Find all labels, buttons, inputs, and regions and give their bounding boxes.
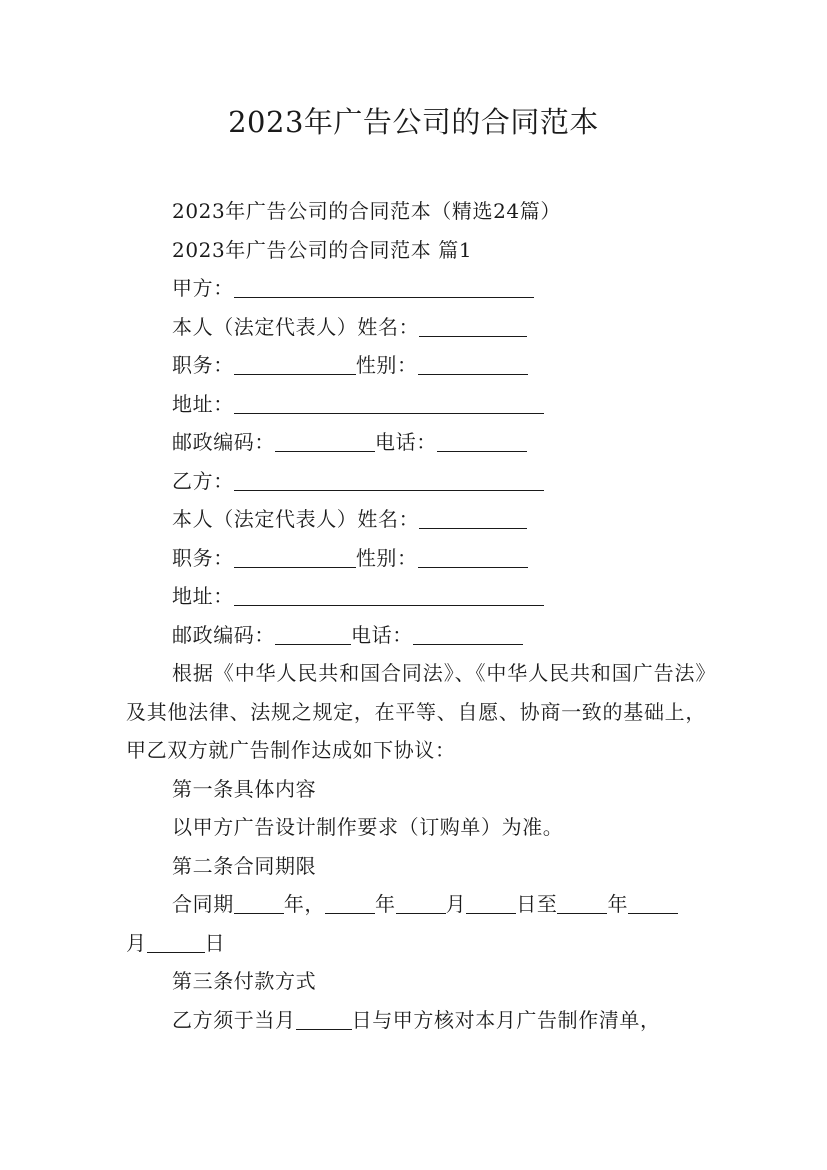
party-a-rep-blank: [419, 314, 527, 337]
party-a-address-line: [126, 385, 706, 424]
party-a-postcode-label: 邮政编码：: [172, 430, 275, 454]
party-b-position-label: 职务：: [172, 545, 234, 570]
payment-text-start: 乙方须于当月: [172, 1007, 296, 1032]
party-b-label: 乙方：: [172, 468, 234, 493]
party-b-gender-label: 性别：: [355, 545, 418, 570]
article3-heading: 第三条付款方式: [172, 969, 317, 993]
party-a-label: 甲方：: [172, 276, 234, 300]
start-year-blank: [325, 891, 375, 914]
party-a-address-blank: [234, 391, 544, 414]
party-b-position-blank: [234, 545, 356, 568]
party-a-blank: [234, 275, 534, 298]
party-a-gender-blank: [418, 352, 528, 375]
party-b-gender-blank: [418, 545, 528, 568]
party-b-postcode-label: 邮政编码：: [172, 622, 275, 647]
party-a-postcode-blank: [275, 429, 375, 452]
party-b-blank: [234, 468, 544, 491]
start-year-prefix-blank: [234, 891, 284, 914]
party-b-phone-label: 电话：: [351, 622, 413, 647]
party-a-address-label: 地址：: [172, 391, 234, 416]
party-b-phone-blank: [413, 622, 523, 645]
article1-text: 以甲方广告设计制作要求（订购单）为准。: [172, 815, 564, 839]
subtitle: 2023年广告公司的合同范本（精选24篇）: [172, 199, 561, 223]
start-month-blank: [396, 891, 446, 914]
party-a-position-line: [126, 346, 706, 385]
year-comma-label: 年，: [283, 892, 326, 916]
article2-line2: [126, 924, 706, 963]
party-b-postcode-line: [126, 616, 706, 655]
party-a-rep-line: [126, 308, 706, 347]
year-label: 年: [375, 892, 396, 916]
article3-line1: [126, 1001, 706, 1040]
party-b-rep-label: 本人（法定代表人）姓名：: [172, 507, 420, 531]
day-to-label: 日至: [516, 892, 558, 916]
payment-day-blank: [296, 1007, 352, 1030]
party-b-address-blank: [234, 583, 544, 606]
month-label: 月: [445, 892, 467, 916]
end-month-label: 月: [126, 930, 147, 955]
party-a-phone-blank: [437, 429, 527, 452]
end-year-label: 年: [607, 892, 629, 916]
party-a-postcode-line: [126, 423, 706, 462]
party-b-rep-blank: [419, 506, 527, 529]
article2-heading: 第二条合同期限: [172, 853, 317, 878]
party-a-rep-label: 本人（法定代表人）姓名：: [172, 314, 420, 339]
article-heading: 2023年广告公司的合同范本 篇1: [172, 237, 473, 262]
end-year-blank: [557, 891, 607, 914]
document-title: 2023年广告公司的合同范本: [228, 105, 599, 139]
party-b-postcode-blank: [275, 622, 351, 645]
payment-text-end: 日与甲方核对本月广告制作清单，: [351, 1007, 661, 1032]
party-a-gender-label: 性别：: [355, 353, 418, 377]
article1-heading: 第一条具体内容: [172, 776, 317, 801]
end-year-tail-blank: [628, 891, 678, 914]
party-b-address-line: [126, 577, 706, 616]
party-b-rep-line: [126, 500, 706, 539]
party-a-phone-label: 电话：: [375, 430, 437, 454]
end-day-blank: [147, 930, 205, 953]
party-a-position-label: 职务：: [172, 353, 234, 377]
party-b-position-line: [126, 539, 706, 578]
intro-paragraph: 根据《中华人民共和国合同法》、《中华人民共和国广告法》及其他法律、法规之规定，在平等、自愿、协商一致的基础上，甲乙双方就广告制作达成如下协议：: [126, 661, 706, 762]
party-a-position-blank: [234, 352, 356, 375]
party-b-address-label: 地址：: [172, 584, 234, 608]
document-body: [126, 192, 706, 1039]
start-day-blank: [466, 891, 516, 914]
contract-period-label: 合同期: [172, 892, 234, 916]
party-b-line: [126, 462, 706, 501]
end-day-label: 日: [204, 930, 226, 955]
party-a-line: [126, 269, 706, 308]
article2-line1: [126, 885, 706, 924]
